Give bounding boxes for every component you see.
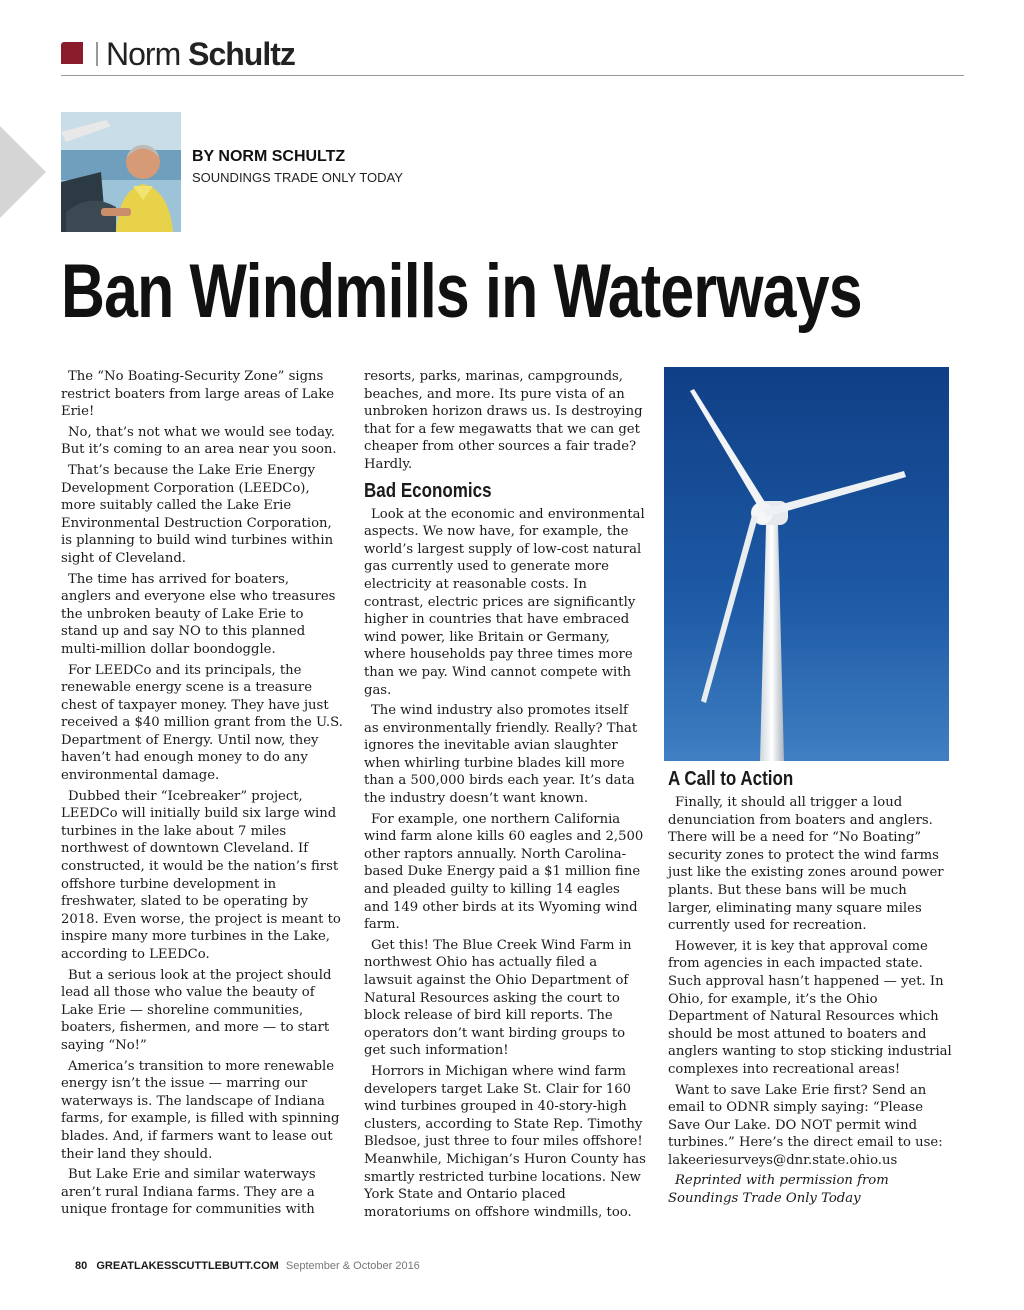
paragraph: Finally, it should all trigger a loud denunciation from boaters and anglers. There will be a need for “No Boating” security zones to protect the wind farms just like the existing zones around power plants. But these bans will be much larger, eliminating many square miles currently used for recreation.: [668, 795, 944, 934]
paragraph: Horrors in Michigan where wind farm developers target Lake St. Clair for 160 wind turbines grouped in 40-story-high clusters, according to State Rep. Timothy Bledsoe, just three to four miles offshore! Meanwhile, Michigan’s Huron County has smartly restricted turbine locations. New York State and Ontario placed moratoriums on offshore windmills, too.: [364, 1063, 646, 1220]
section-heading-bad-economics: Bad Economics: [364, 479, 492, 502]
author-photo: [61, 112, 181, 232]
paragraph: For example, one northern California wind farm alone kills 60 eagles and 2,500 other raptors annually. North Carolina-based Duke Energy paid a $1 million fine and pleaded guilty to killing 14 eagles and 149 other birds at its Wyoming wind farm.: [364, 811, 644, 933]
paragraph: Dubbed their “Icebreaker” project, LEEDCo will initially build six large wind turbines in the lake about 7 miles northwest of downtown Cleveland. If constructed, it would be the nation’s first offshore turbine development in freshwater, slated to be operating by 2018. Even worse, the project is meant to inspire many more turbines in the Lake, according to LEEDCo.: [61, 788, 341, 962]
paragraph: However, it is key that approval come from agencies in each impacted state. Such approval hasn’t happened — yet. In Ohio, for example, it’s the Ohio Department of Natural Resources which should be most attuned to boaters and anglers wanting to stop sticking industrial complexes into recreational areas!: [668, 938, 952, 1077]
page-footer: [75, 1260, 420, 1272]
section-marker: [61, 42, 83, 64]
paragraph: The wind industry also promotes itself as environmentally friendly. Really? That ignores the inevitable avian slaughter when whirling turbine blades kill more than a 500,000 birds each year. It’s data the industry doesn’t want known.: [364, 703, 638, 807]
byline-publication: SOUNDINGS TRADE ONLY TODAY: [192, 170, 403, 185]
side-arrow-decoration: [0, 126, 46, 218]
article-column-3: [668, 766, 952, 1211]
paragraph: The “No Boating-Security Zone” signs restrict boaters from large areas of Lake Erie!: [61, 369, 335, 420]
paragraph: But a serious look at the project should lead all those who value the beauty of Lake Erie — shoreline communities, boaters, fishermen, and more — to start saying “No!”: [61, 967, 332, 1053]
columnist-header: [106, 34, 295, 74]
paragraph: resorts, parks, marinas, campgrounds, beaches, and more. Its pure vista of an unbroken horizon draws us. Is destroying that for a few megawatts that we can get cheaper from other sources a fair trade? Hardly.: [364, 369, 643, 472]
header-rule: [61, 75, 964, 76]
author-photo-image: [61, 112, 181, 232]
paragraph: Get this! The Blue Creek Wind Farm in northwest Ohio has actually filed a lawsuit against the Ohio Department of Natural Resources asking the court to block release of bird kill reports. The operators don’t want birding groups to get such information!: [364, 937, 632, 1059]
paragraph: That’s because the Lake Erie Energy Development Corporation (LEEDCo), more suitably called the Lake Erie Environmental Destruction Corporation, is planning to build wind turbines within sight of Cleveland.: [61, 462, 334, 566]
columnist-first-name: Norm: [106, 36, 181, 72]
footer-site: GREATLAKESSCUTTLEBUTT.COM: [96, 1260, 279, 1272]
paragraph: No, that’s not what we would see today. But it’s coming to an area near you soon.: [61, 424, 337, 458]
paragraph: The time has arrived for boaters, anglers and everyone else who treasures the unbroken beauty of Lake Erie to stand up and say NO to this planned multi-million dollar boondoggle.: [61, 571, 336, 657]
byline-author: BY NORM SCHULTZ: [192, 148, 346, 165]
paragraph: Want to save Lake Erie first? Send an email to ODNR simply saying: “Please Save Our Lake. DO NOT permit wind turbines.” Here’s the direct email to use: lakeeriesurveys@dnr.state.ohio.us: [668, 1082, 943, 1168]
page-number: 80: [75, 1260, 88, 1272]
article-title: Ban Windmills in Waterways: [61, 249, 862, 334]
wind-turbine-image: [664, 367, 949, 761]
header-divider: [96, 42, 98, 66]
article-column-2: [364, 368, 646, 1224]
paragraph: Look at the economic and environmental aspects. We now have, for example, the world’s largest supply of low-cost natural gas currently used to generate more electricity at reasonable costs. In contrast, electric prices are significantly higher in countries that have embraced wind power, like Britain or Germany, where households pay three times more than we pay. Wind cannot compete with gas.: [364, 506, 645, 698]
paragraph: But Lake Erie and similar waterways aren’t rural Indiana farms. They are a unique frontage for communities with: [61, 1167, 316, 1218]
paragraph: For LEEDCo and its principals, the renewable energy scene is a treasure chest of taxpayer money. They have just received a $40 million grant from the U.S. Department of Energy. Until now, they haven’t had enough money to do any environmental damage.: [61, 662, 343, 784]
footer-date: September & October 2016: [285, 1260, 420, 1272]
paragraph: America’s transition to more renewable energy isn’t the issue — marring our waterways is. The landscape of Indiana farms, for example, is filled with spinning blades. And, if farmers want to lease out their land they should.: [61, 1058, 340, 1162]
wind-turbine-photo: [664, 367, 949, 761]
article-column-1: [61, 368, 343, 1222]
columnist-last-name: Schultz: [188, 36, 295, 72]
reprint-credit: Reprinted with permission from Soundings Trade Only Today: [668, 1173, 889, 1207]
section-heading-call-to-action: A Call to Action: [668, 768, 794, 790]
